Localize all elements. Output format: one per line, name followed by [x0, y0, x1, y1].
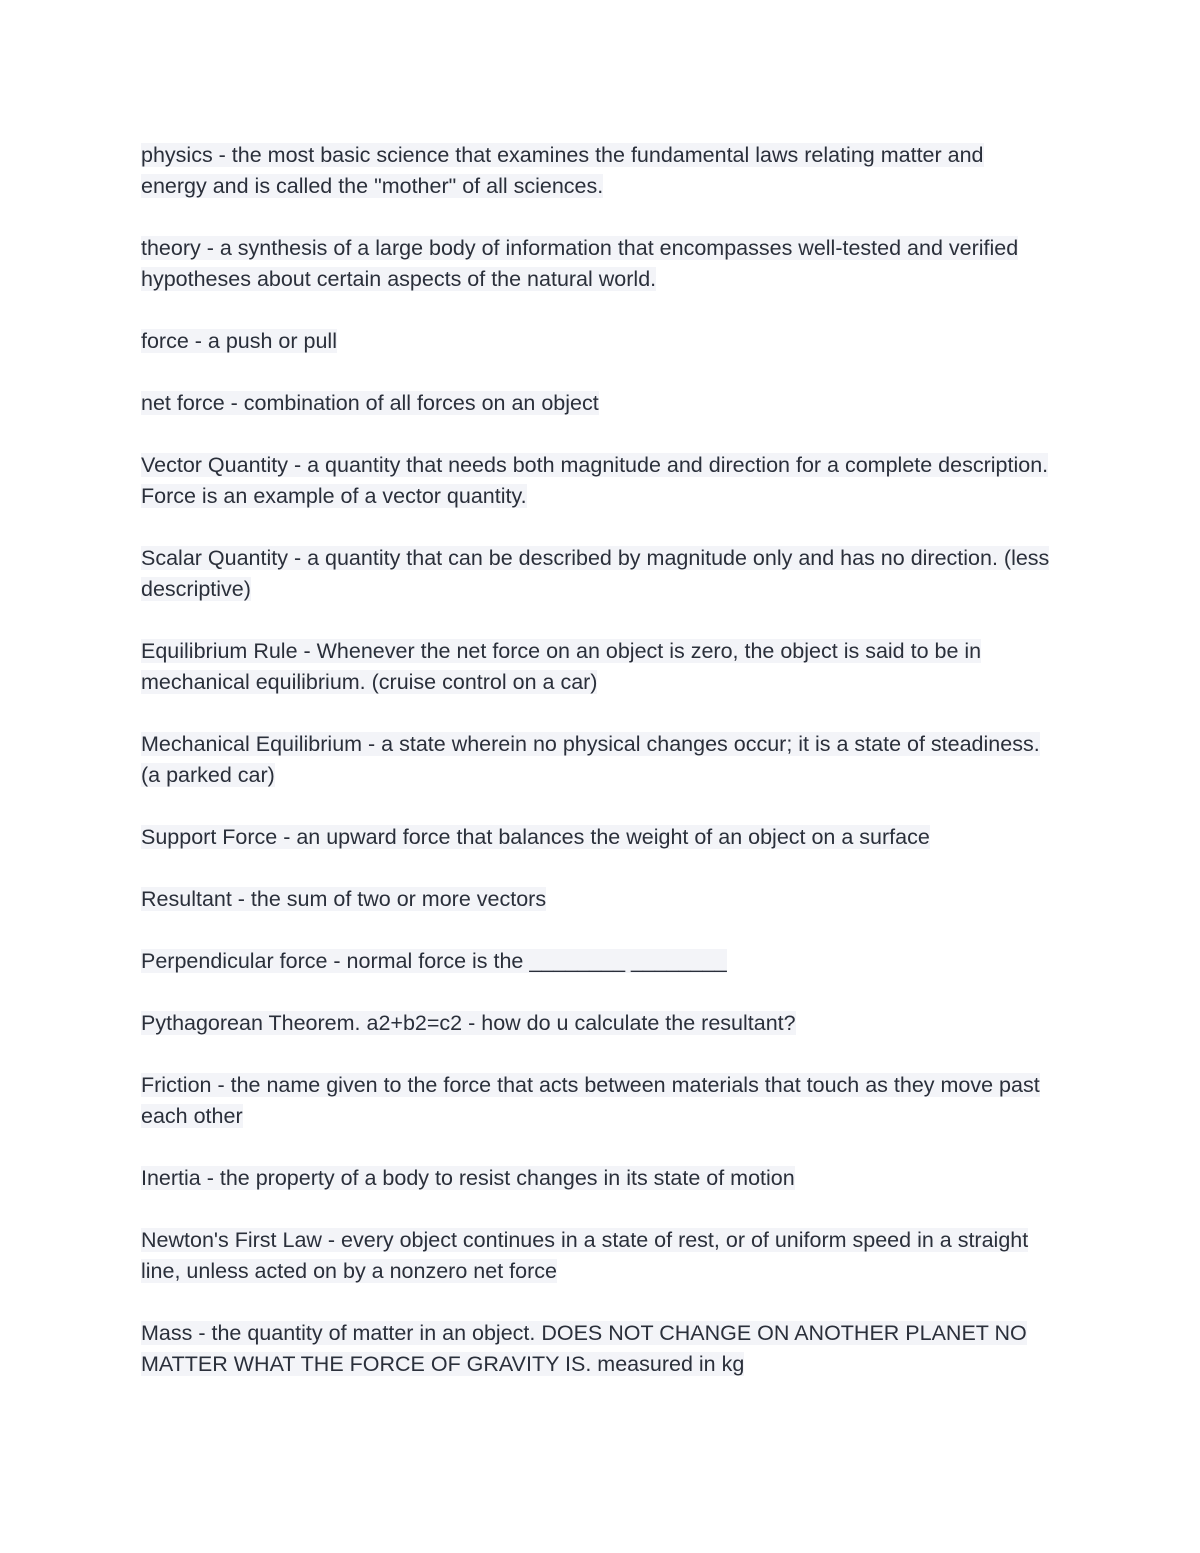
definition-perpendicular-force: Perpendicular force - normal force is the ________ ________ [141, 949, 727, 973]
definition-resultant: Resultant - the sum of two or more vectors [141, 887, 547, 911]
definition-mass: Mass - the quantity of matter in an object. DOES NOT CHANGE ON ANOTHER PLANET NO MATTER WHAT THE FORCE OF GRAVITY IS. measured in kg [141, 1321, 1027, 1376]
definition-theory: theory - a synthesis of a large body of information that encompasses well-tested and verified hypotheses about certain aspects of the natural world. [141, 236, 1019, 291]
definition-vector-quantity: Vector Quantity - a quantity that needs both magnitude and direction for a complete description. Force is an example of a vector quantity. [141, 453, 1049, 508]
definition-support-force: Support Force - an upward force that balances the weight of an object on a surface [141, 825, 930, 849]
definition-mechanical-equilibrium: Mechanical Equilibrium - a state wherein no physical changes occur; it is a state of steadiness. (a parked car) [141, 732, 1040, 787]
definition-force: force - a push or pull [141, 329, 337, 353]
definition-net-force: net force - combination of all forces on an object [141, 391, 599, 415]
definition-scalar-quantity: Scalar Quantity - a quantity that can be described by magnitude only and has no direction. (less descriptive) [141, 546, 1050, 601]
definition-equilibrium-rule: Equilibrium Rule - Whenever the net force on an object is zero, the object is said to be in mechanical equilibrium. (cruise control on a car) [141, 639, 982, 694]
definition-physics: physics - the most basic science that examines the fundamental laws relating matter and energy and is called the "mother" of all sciences. [141, 143, 984, 198]
definition-pythagorean-theorem: Pythagorean Theorem. a2+b2=c2 - how do u calculate the resultant? [141, 1011, 796, 1035]
definition-friction: Friction - the name given to the force that acts between materials that touch as they move past each other [141, 1073, 1040, 1128]
definition-newtons-first-law: Newton's First Law - every object continues in a state of rest, or of uniform speed in a straight line, unless acted on by a nonzero net force [141, 1228, 1029, 1283]
definitions-list [141, 140, 1051, 1411]
definition-inertia: Inertia - the property of a body to resist changes in its state of motion [141, 1166, 795, 1190]
